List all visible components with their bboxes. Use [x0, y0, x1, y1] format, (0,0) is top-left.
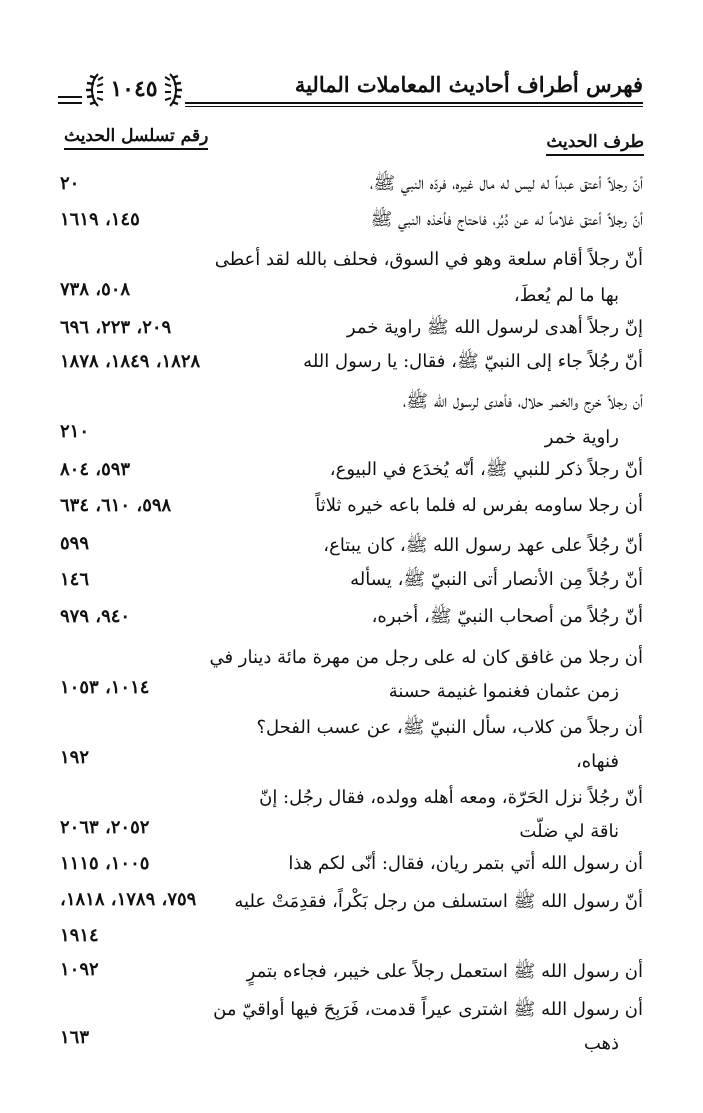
hadith-text: أنّ رجلاً أقام سلعة وهو في السوق، فحلف بالله لقد أعطى — [214, 249, 643, 270]
hadith-text: أن رسول الله أتي بتمر ريان، فقال: أنّى لكم هذا — [288, 853, 643, 874]
column-heading-sequence: رقم تسلسل الحديث — [64, 126, 208, 150]
hadith-text: أن رجلا ساومه بفرس له فلما باعه خيره ثلاثاً — [315, 495, 643, 516]
page-number-badge — [84, 70, 184, 110]
hadith-numbers: ١٦٣ — [60, 1027, 90, 1048]
hadith-text-continued: ذهب — [583, 1033, 619, 1054]
hadith-text: أن رسول الله ﷺ اشترى عيراً قدمت، فَرَبِحَ فيها أواقيّ من — [213, 999, 643, 1020]
hadith-numbers: ٧٥٩، ١٧٨٩، ١٨١٨، — [60, 889, 197, 910]
hadith-text: أنّ رجُلاً مِن الأنصار أتى النبيّ ﷺ، يسأله — [350, 569, 643, 590]
hadith-text-continued: زمن عثمان فغنموا غنيمة حسنة — [388, 681, 619, 702]
hadith-text-continued: ناقة لي ضلّت — [519, 821, 619, 842]
hadith-text: أن رجلا من غافق كان له على رجل من مهرة مائة دينار في — [209, 647, 643, 668]
hadith-text: أنّ رجُلاً على عهد رسول الله ﷺ، كان يبتاع، — [323, 535, 643, 556]
hadith-numbers: ٥٩٣، ٨٠٤ — [60, 459, 131, 480]
hadith-numbers: ٩٤٠، ٩٧٩ — [60, 606, 131, 627]
hadith-numbers: ١٩٢ — [60, 747, 90, 768]
hadith-numbers: ٢٠ — [60, 173, 80, 194]
page-header-title: فهرس أطراف أحاديث المعاملات المالية — [294, 72, 643, 97]
hadith-numbers-continued: ١٩١٤ — [60, 925, 99, 946]
hadith-numbers: ١٠١٤، ١٠٥٣ — [60, 677, 150, 698]
hadith-numbers: ١٤٥، ١٦١٩ — [60, 209, 140, 230]
hadith-numbers: ١٤٦ — [60, 569, 90, 590]
hadith-text-continued: فنهاه، — [575, 751, 619, 772]
hadith-text: أنّ رجلاً أعتق عبداً له ليس له مال غيره، فردّه النبي ﷺ، — [369, 173, 643, 194]
hadith-numbers: ٢١٠ — [60, 421, 90, 442]
hadith-numbers: ١٠٠٥، ١١١٥ — [60, 853, 150, 874]
column-heading-hadith: طرف الحديث — [546, 132, 644, 156]
hadith-numbers: ٢٠٥٢، ٢٠٦٣ — [60, 817, 150, 838]
hadith-text: أن رسول الله ﷺ استعمل رجلاً على خيبر، فجاءه بتمرٍ — [246, 961, 643, 982]
hadith-numbers: ٢٠٩، ٢٢٣، ٦٩٦ — [60, 317, 172, 338]
header-rule-thin — [185, 106, 643, 107]
hadith-text-continued: بها ما لم يُعطَ، — [513, 285, 619, 306]
hadith-text: أن رجلاً خرج والخمر حلال، فأهدى لرسول الله ﷺ، — [402, 391, 643, 412]
header-dash-ornament — [58, 96, 82, 108]
hadith-text: إنّ رجلاً أهدى لرسول الله ﷺ راوية خمر — [346, 317, 643, 338]
hadith-numbers: ٥٩٩ — [60, 533, 90, 554]
hadith-text: أنّ رسول الله ﷺ استسلف من رجل بَكْراً، فقدِمَتْ عليه — [234, 891, 643, 912]
hadith-numbers: ١٠٩٢ — [60, 959, 99, 980]
hadith-text-continued: راوية خمر — [544, 427, 619, 448]
page-number: ١٠٤٥ — [110, 76, 158, 102]
hadith-text: أنّ رجُلاً من أصحاب النبيّ ﷺ، أخبره، — [371, 606, 643, 627]
hadith-text: أن رجلاً من كلاب، سأل النبيّ ﷺ، عن عسب الفحل؟ — [256, 717, 643, 738]
hadith-text: أنّ رجلاً ذكر للنبي ﷺ، أنّه يُخدَع في البيوع، — [329, 459, 643, 480]
header-rule — [185, 102, 643, 104]
hadith-text: أنّ رجلاً أعتق غلاماً له عن دُبُر، فاحتاج فأخذه النبي ﷺ — [370, 209, 643, 230]
hadith-text: أنّ رجُلاً نزل الحَرّة، ومعه أهله وولده، فقال رجُل: إنّ — [259, 787, 643, 808]
hadith-numbers: ٥٩٨، ٦١٠، ٦٣٤ — [60, 495, 172, 516]
hadith-text: أنّ رجُلاً جاء إلى النبيّ ﷺ، فقال: يا رسول الله — [303, 351, 643, 372]
hadith-numbers: ٥٠٨، ٧٣٨ — [60, 279, 131, 300]
hadith-numbers: ١٨٢٨، ١٨٤٩، ١٨٧٨ — [60, 351, 201, 372]
